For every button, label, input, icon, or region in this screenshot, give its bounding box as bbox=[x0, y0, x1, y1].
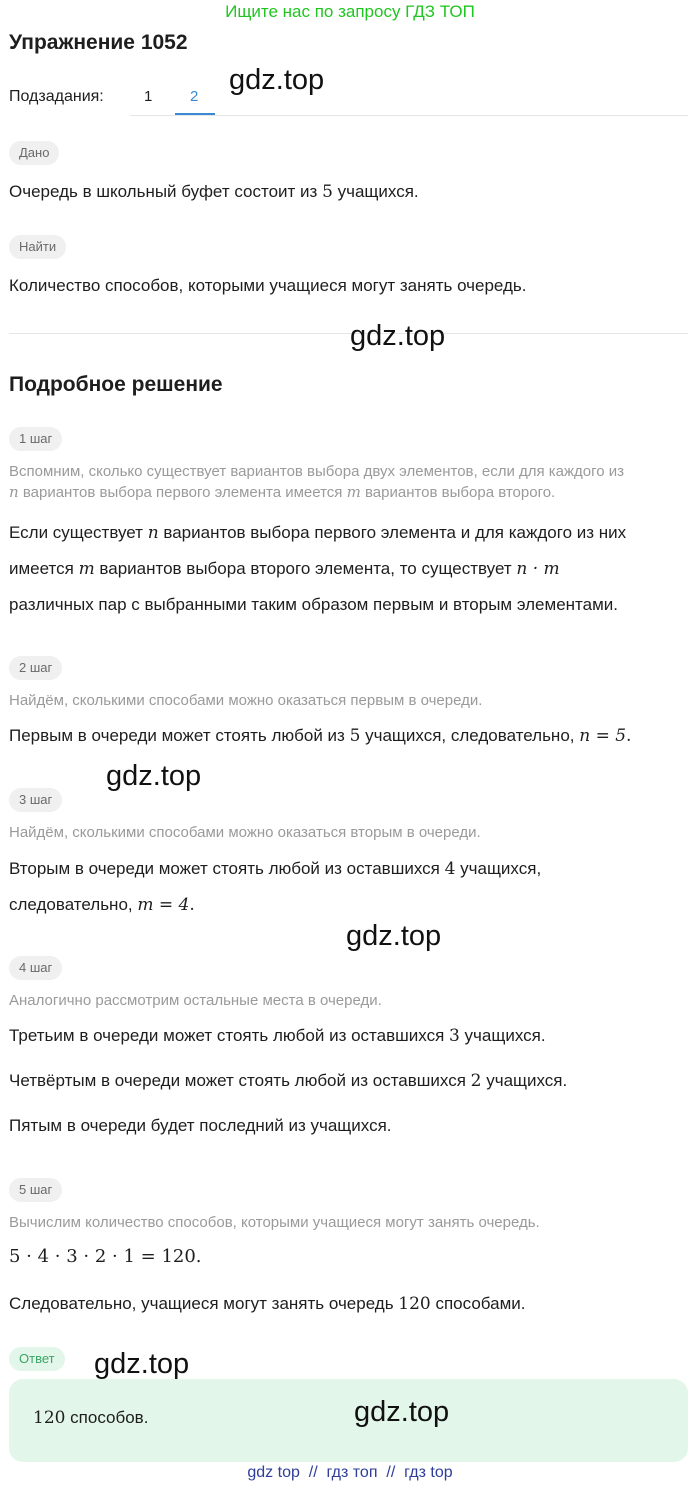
step-3-line-1: Вторым в очереди может стоять любой из оставшихся 4 учащихся, bbox=[9, 859, 542, 879]
step-4-hint: Аналогично рассмотрим остальные места в очереди. bbox=[9, 992, 382, 1009]
step-5-formula: 5 · 4 · 3 · 2 · 1 = 120. bbox=[9, 1246, 202, 1267]
step-1-hint: Вспомним, сколько существует вариантов выбора двух элементов, если для каждого из n вариантов выбора первого элемента имеется m вариантов выбора второго. bbox=[9, 463, 625, 501]
step-4-pill: 4 шаг bbox=[9, 956, 62, 980]
step-5-pill: 5 шаг bbox=[9, 1178, 62, 1202]
watermark: gdz.top bbox=[346, 920, 442, 952]
step-1-pill: 1 шаг bbox=[9, 427, 62, 451]
step-1-line-2: имеется m вариантов выбора второго элемента, то существует n · m bbox=[9, 559, 560, 579]
given-text: Очередь в школьный буфет состоит из 5 учащихся. bbox=[9, 182, 419, 202]
tabs-divider bbox=[130, 115, 688, 116]
step-2-hint: Найдём, сколькими способами можно оказаться первым в очереди. bbox=[9, 692, 483, 709]
search-banner: Ищите нас по запросу ГДЗ ТОП bbox=[225, 2, 475, 21]
watermark: gdz.top bbox=[106, 760, 202, 792]
solution-heading: Подробное решение bbox=[9, 373, 223, 396]
step-3-hint: Найдём, сколькими способами можно оказаться вторым в очереди. bbox=[9, 824, 481, 841]
section-divider bbox=[9, 333, 688, 334]
step-5-hint: Вычислим количество способов, которыми учащиеся могут занять очередь. bbox=[9, 1214, 540, 1231]
step-5-line-2: Следовательно, учащиеся могут занять очередь 120 способами. bbox=[9, 1294, 526, 1314]
subtasks-label: Подзадания: bbox=[9, 88, 104, 105]
step-3-pill: 3 шаг bbox=[9, 788, 62, 812]
step-1-line-1: Если существует n вариантов выбора первого элемента и для каждого из них bbox=[9, 523, 627, 543]
step-4-line-2: Четвёртым в очереди может стоять любой из оставшихся 2 учащихся. bbox=[9, 1071, 568, 1091]
watermark: gdz.top bbox=[229, 64, 325, 96]
footer-links: gdz top // гдз топ // гдз top bbox=[247, 1464, 453, 1481]
answer-pill: Ответ bbox=[9, 1347, 65, 1371]
step-3-line-2: следовательно, m = 4. bbox=[9, 895, 195, 915]
step-2-pill: 2 шаг bbox=[9, 656, 62, 680]
watermark: gdz.top bbox=[94, 1348, 190, 1380]
step-1-line-3: различных пар с выбранными таким образом первым и вторым элементами. bbox=[9, 595, 619, 614]
subtask-tab-2[interactable]: 2 bbox=[190, 88, 199, 105]
watermark: gdz.top bbox=[350, 320, 446, 352]
page-title: Упражнение 1052 bbox=[9, 31, 188, 54]
step-4-line-1: Третьим в очереди может стоять любой из оставшихся 3 учащихся. bbox=[9, 1026, 546, 1046]
step-2-line-1: Первым в очереди может стоять любой из 5 учащихся, следовательно, n = 5. bbox=[9, 726, 632, 746]
find-pill: Найти bbox=[9, 235, 66, 259]
watermark: gdz.top bbox=[354, 1396, 450, 1428]
subtask-tab-1[interactable]: 1 bbox=[144, 88, 153, 105]
answer-text: 120 способов. bbox=[33, 1408, 149, 1428]
find-text: Количество способов, которыми учащиеся могут занять очередь. bbox=[9, 276, 527, 295]
given-pill: Дано bbox=[9, 141, 59, 165]
step-4-line-3: Пятым в очереди будет последний из учащихся. bbox=[9, 1116, 392, 1135]
